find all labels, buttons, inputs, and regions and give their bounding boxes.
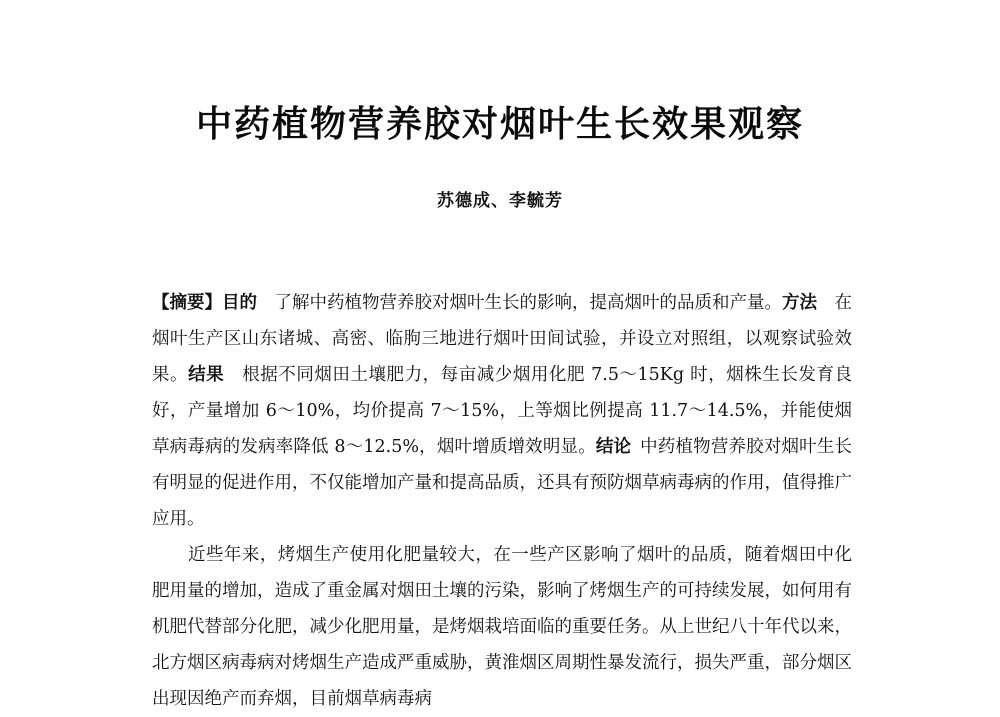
abstract-label: 【摘要】	[152, 293, 222, 313]
paper-title: 中药植物营养胶对烟叶生长效果观察	[195, 104, 804, 145]
result-text: 根据不同烟田土壤肥力，每亩减少烟用化肥 7.5～15Kg 时，烟株生长发育良好，产量增加 6～10%，均价提高 7～15%，上等烟比例提高 11.7～14.5%，并能使烟草病毒病的发病率降低 8～12.5%，烟叶增质增效明显。	[152, 365, 853, 457]
result-label: 结果	[188, 365, 225, 385]
paper-body	[152, 285, 852, 717]
paper-authors: 苏德成、李毓芳	[437, 191, 563, 211]
objective-label: 目的	[222, 293, 257, 313]
intro-paragraph: 近些年来，烤烟生产使用化肥量较大，在一些产区影响了烟叶的品质，随着烟田中化肥用量的增加，造成了重金属对烟田土壤的污染，影响了烤烟生产的可持续发展，如何用有机肥代替部分化肥，减少化肥用量，是烤烟栽培面临的重要任务。从上世纪八十年代以来，北方烟区病毒病对烤烟生产造成严重威胁，黄淮烟区周期性暴发流行，损失严重，部分烟区出现因绝产而弃烟，目前烟草病毒病	[152, 545, 852, 709]
conclusion-text: 中药植物营养胶对烟叶生长有明显的促进作用，不仅能增加产量和提高品质，还具有预防烟草病毒病的作用，值得推广应用。	[152, 437, 853, 529]
method-label: 方法	[782, 293, 817, 313]
abstract-paragraph	[152, 285, 852, 537]
method-text: 在烟叶生产区山东诸城、高密、临朐三地进行烟叶田间试验，并设立对照组，以观察试验效果。	[152, 293, 852, 385]
conclusion-label: 结论	[595, 437, 632, 457]
objective-text: 了解中药植物营养胶对烟叶生长的影响，提高烟叶的品质和产量。	[274, 293, 782, 313]
